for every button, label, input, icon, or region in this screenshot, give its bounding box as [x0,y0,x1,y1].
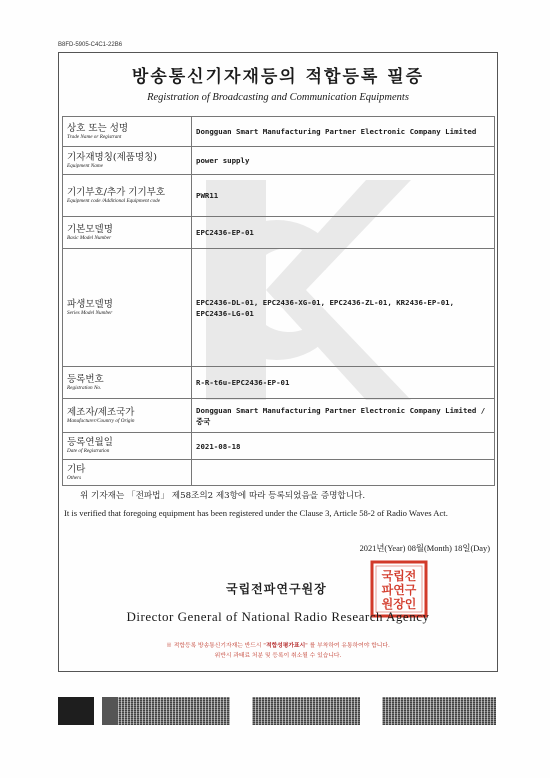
table-row [63,147,495,175]
label-english: Others [67,474,82,481]
label-english: Series Model Number [67,309,113,316]
label-english: Registration No. [67,384,102,391]
title-english: Registration of Broadcasting and Communication Equipments [147,92,409,103]
label-korean: 파생모델명 [67,298,113,310]
table-row [63,399,495,433]
issue-date: 2021년(Year) 08월(Month) 18일(Day) [359,544,490,553]
value-cell: PWR11 [192,175,495,217]
label-korean: 등록번호 [67,373,104,385]
value-cell: EPC2436-DL-01, EPC2436-XG-01, EPC2436-ZL-01, KR2436-EP-01, EPC2436-LG-01 [192,249,495,367]
registration-table [62,116,495,486]
document-code: B8FD-5905-C4C1-22B6 [58,42,123,48]
seal-line: 국립전 [381,569,417,583]
table-row [63,217,495,249]
table-row [63,249,495,367]
value-cell: power supply [192,147,495,175]
label-english: Equipment Name [67,162,103,169]
note-line-1 [58,641,498,651]
note-emphasis: 적합성평가표시 [265,643,306,649]
value-cell: R-R-t6u-EPC2436-EP-01 [192,367,495,399]
label-cell [63,399,192,433]
security-barcode [118,697,230,725]
organization-name: 국립전파연구원장 [226,582,327,596]
table-row [63,367,495,399]
table-row [63,460,495,486]
title-korean: 방송통신기자재등의 적합등록 필증 [131,67,425,87]
value-cell: Dongguan Smart Manufacturing Partner Electronic Company Limited / 중국 [192,399,495,433]
value-cell [192,460,495,486]
table-row [63,175,495,217]
label-korean: 기자재명칭(제품명칭) [67,151,158,163]
table-row [63,433,495,460]
label-cell [63,367,192,399]
label-korean: 상호 또는 성명 [67,122,129,134]
note-text: ※ 적합등록 방송통신기자재는 반드시 " [166,643,266,649]
security-mark-block [58,697,94,725]
statement-korean: 위 기자재는 「전파법」 제58조의2 제3항에 따라 등록되었음을 증명합니다. [80,491,366,501]
table-row [63,117,495,147]
label-english: Manufacturer/Country of Origin [67,417,135,424]
label-cell [63,175,192,217]
label-cell [63,460,192,486]
label-korean: 기타 [67,463,86,475]
label-korean: 기본모델명 [67,223,113,235]
security-barcode [382,697,496,725]
label-korean: 등록연월일 [67,437,113,448]
label-english: Date of Registration [67,448,110,454]
security-barcode [252,697,360,725]
note-line-2: 위반시 과태료 처분 및 등록이 취소될 수 있습니다. [214,653,342,659]
seal-line: 파연구 [381,583,417,597]
label-cell [63,217,192,249]
label-english: Trade Name or Registrant [67,133,122,140]
label-english: Equipment code /Additional Equipment code [67,197,161,204]
statement-english: It is verified that foregoing equipment has been registered under the Clause 3, Article 58-2 of Radio Waves Act. [64,508,448,518]
label-korean: 제조자/제조국가 [67,406,135,418]
label-cell [63,249,192,367]
label-english: Basic Model Number [67,234,112,241]
label-cell [63,117,192,147]
value-cell: EPC2436-EP-01 [192,217,495,249]
seal-line: 원장인 [381,597,417,611]
note-text: " 를 부착하여 유통하여야 합니다. [305,643,390,649]
value-cell: 2021-08-18 [192,433,495,460]
label-cell [63,433,192,460]
label-cell [63,147,192,175]
director-title: Director General of National Radio Research Agency [126,609,430,624]
value-cell: Dongguan Smart Manufacturing Partner Electronic Company Limited [192,117,495,147]
label-korean: 기기부호/추가 기기부호 [67,186,165,198]
compliance-note [58,641,498,661]
